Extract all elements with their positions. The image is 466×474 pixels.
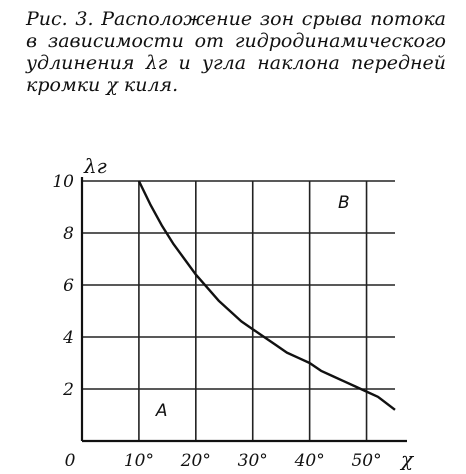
y-tick-label: 6 xyxy=(63,276,74,296)
x-tick-label: 40° xyxy=(294,451,325,471)
y-tick-label: 10 xyxy=(52,172,74,192)
x-tick-label: 50° xyxy=(351,451,382,471)
chart-grid xyxy=(82,181,395,441)
y-tick-label: 4 xyxy=(63,328,74,348)
x-tick-label: 20° xyxy=(180,451,211,471)
zone-label-b: B xyxy=(337,192,350,213)
x-axis-label: χ xyxy=(401,447,414,471)
boundary-curve xyxy=(139,181,395,410)
chart-tick-labels xyxy=(52,154,415,471)
x-tick-label: 10° xyxy=(123,451,154,471)
chart-axes xyxy=(82,177,407,441)
chart-series xyxy=(139,181,395,410)
y-tick-label: 2 xyxy=(63,380,74,400)
zone-label-a: A xyxy=(155,400,168,421)
x-tick-label: 30° xyxy=(237,451,268,471)
y-tick-label: 8 xyxy=(63,224,74,244)
y-axis-label: λг xyxy=(84,154,107,178)
figure-caption: Рис. 3. Расположение зон срыва потока в зависимости от гидродинамического удлинения λг и угла наклона передней кромки χ киля. xyxy=(26,8,446,96)
x-tick-label: 0 xyxy=(64,451,76,471)
